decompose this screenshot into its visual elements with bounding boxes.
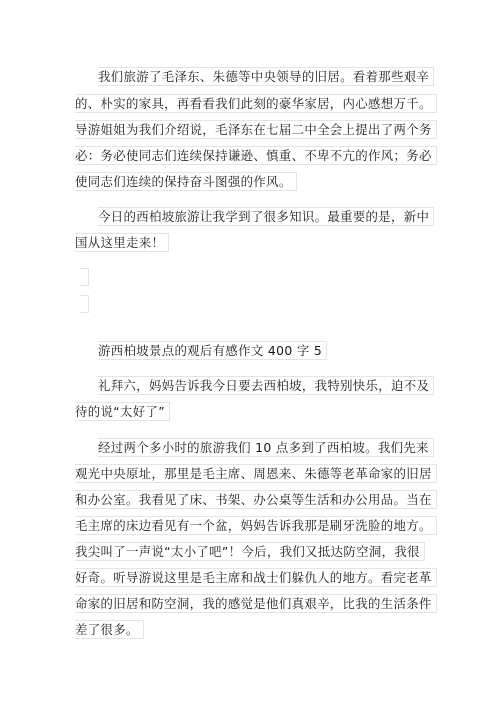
- paragraph3-line-1: 礼拜六，妈妈告诉我今日要去西柏坡，我特别快乐，迫不及: [98, 376, 434, 395]
- paragraph2-line-2: 国从这里走来！: [75, 233, 169, 252]
- paragraph4-line-2: 观光中央原址，那里是毛主席、周恩来、朱德等老革命家的旧居: [75, 464, 437, 483]
- paragraph4-line-7: 命家的旧居和防空洞，我的感觉是他们真艰辛，比我的生活条件: [75, 594, 437, 613]
- paragraph4-line-8: 差了很多。: [75, 620, 144, 639]
- paragraph3-line-2: 待的说“太好了”: [75, 402, 170, 421]
- empty-line-fragment: [80, 295, 89, 313]
- empty-line-fragment: [80, 268, 89, 286]
- paragraph1-line-1: 我们旅游了毛泽东、朱德等中央领导的旧居。看着那些艰辛: [98, 67, 434, 86]
- paragraph1-line-2: 的、朴实的家具，再看看我们此刻的豪华家居，内心感想万千。: [75, 94, 437, 113]
- paragraph4-line-6: 好奇。听导游说这里是毛主席和战士们躲仇人的地方。看完老革: [75, 568, 437, 587]
- paragraph1-line-3: 导游姐姐为我们介绍说，毛泽东在七届二中全会上提出了两个务: [75, 120, 437, 139]
- paragraph4-line-1: 经过两个多小时的旅游我们 10 点多到了西柏坡。我们先来: [98, 438, 434, 457]
- essay-heading: 游西柏坡景点的观后有感作文 400 字 5: [98, 341, 327, 360]
- paragraph4-line-5: 我尖叫了一声说“太小了吧”！今后，我们又抵达防空洞，我很: [75, 542, 425, 561]
- paragraph2-line-1: 今日的西柏坡旅游让我学到了很多知识。最重要的是，新中: [98, 207, 434, 226]
- paragraph1-line-4: 必：务必使同志们连续保持谦逊、慎重、不卑不亢的作风；务必: [75, 146, 437, 165]
- paragraph4-line-4: 毛主席的床边看见有一个盆，妈妈告诉我那是刷牙洗脸的地方。: [75, 516, 437, 535]
- paragraph1-line-5: 使同志们连续的保持奋斗图强的作风。: [75, 172, 297, 191]
- paragraph4-line-3: 和办公室。我看见了床、书架、办公桌等生活和办公用品。当在: [75, 490, 437, 509]
